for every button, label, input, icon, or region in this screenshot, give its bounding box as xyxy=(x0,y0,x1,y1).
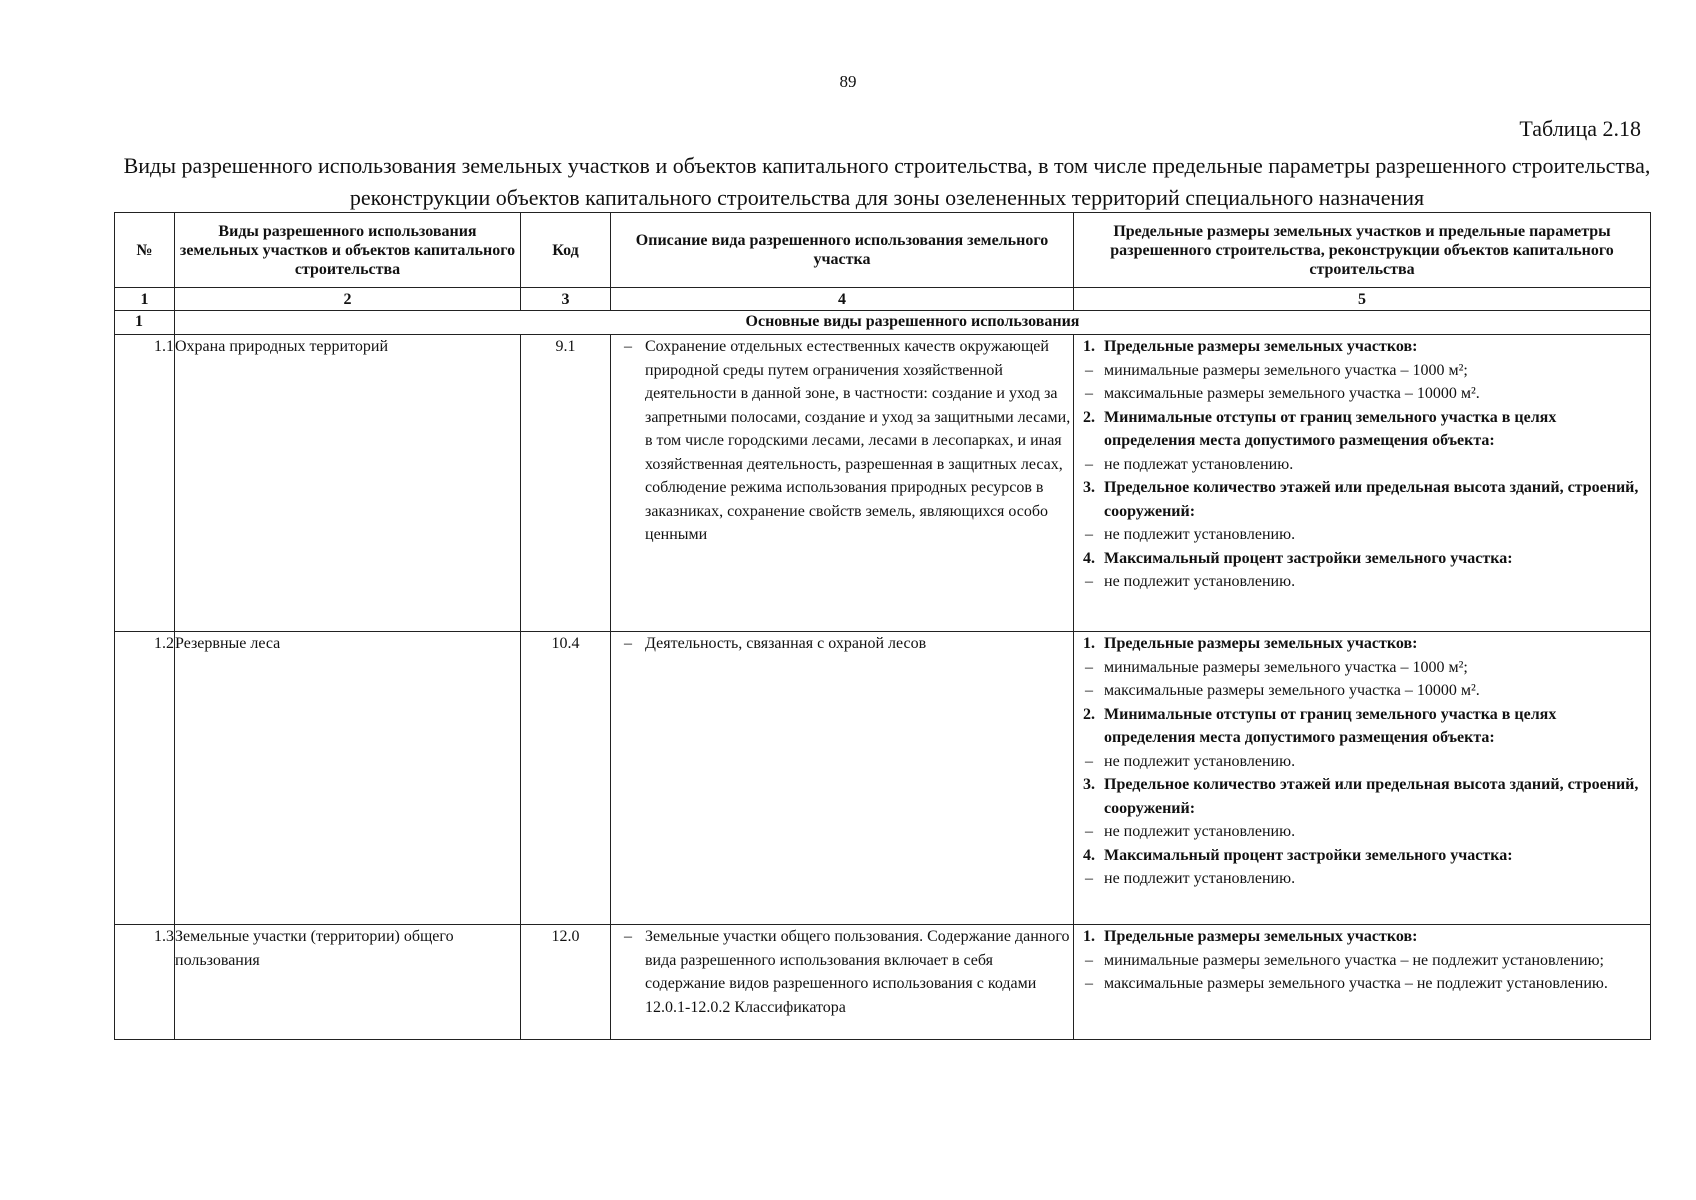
limit-number: 1. xyxy=(1083,635,1095,652)
dash-marker: – xyxy=(624,338,632,355)
row-limits xyxy=(1074,925,1651,1040)
limit-item: максимальные размеры земельного участка – 10000 м². xyxy=(1104,682,1480,699)
description-text: Земельные участки общего пользования. Содержание данного вида разрешенного использования включает в себя содержание видов разрешенного использования с кодами 12.0.1-12.0.2 Классификатора xyxy=(645,928,1070,1016)
dash-marker: – xyxy=(1085,455,1093,473)
dash-marker: – xyxy=(624,928,632,945)
section-row xyxy=(115,311,1651,335)
limit-number: 3. xyxy=(1083,479,1095,496)
dash-marker: – xyxy=(1085,870,1093,887)
column-number: 2 xyxy=(175,288,521,311)
row-limits xyxy=(1074,335,1651,632)
column-number: 5 xyxy=(1074,288,1651,311)
description-text: Сохранение отдельных естественных качеств окружающей природной среды путем ограничения хозяйственной деятельности в данной зоне, в частности: создание и уход за запретными полосами, создание и уход за защитными лесами, в том числе городскими лесами, лесами в лесопарках, и иная хозяйственная деятельность, разрешенная в защитных лесах, соблюдение режима использования природных ресурсов в заказниках, сохранение свойств земель, являющихся особо ценными xyxy=(645,338,1071,543)
limit-item: не подлежит установлению. xyxy=(1104,870,1296,887)
limit-number: 4. xyxy=(1083,846,1095,864)
dash-marker: – xyxy=(1085,682,1093,699)
row-num: 1.1 xyxy=(115,335,175,632)
row-name: Земельные участки (территории) общего пользования xyxy=(175,925,521,1040)
dash-marker: – xyxy=(1085,951,1093,969)
limit-item: максимальные размеры земельного участка – не подлежит установлению. xyxy=(1104,975,1608,992)
table-label: Таблица 2.18 xyxy=(1519,116,1641,141)
limit-item: не подлежат установлению. xyxy=(1104,455,1294,473)
dash-marker: – xyxy=(1085,975,1093,992)
limit-item: минимальные размеры земельного участка – 1000 м²; xyxy=(1104,361,1468,379)
limit-item: не подлежит установлению. xyxy=(1104,526,1296,543)
limit-heading: Минимальные отступы от границ земельного участка в целях определения места допустимого размещения объекта: xyxy=(1104,408,1557,449)
limit-heading: Минимальные отступы от границ земельного участка в целях определения места допустимого размещения объекта: xyxy=(1104,705,1557,746)
limit-number: 4. xyxy=(1083,549,1095,567)
dash-marker: – xyxy=(1085,658,1093,676)
limit-heading: Максимальный процент застройки земельного участка: xyxy=(1104,549,1513,567)
table-title: Виды разрешенного использования земельных участков и объектов капитального строительства, в том числе предельные параметры разрешенного строительства, реконструкции объектов капитального строительства для зоны озелененных территорий специального назначения xyxy=(123,153,1651,210)
limit-heading: Предельные размеры земельных участков: xyxy=(1104,928,1418,945)
dash-marker: – xyxy=(1085,573,1093,590)
limit-heading: Предельное количество этажей или предельная высота зданий, строений, сооружений: xyxy=(1104,479,1639,520)
limit-item: минимальные размеры земельного участка – 1000 м²; xyxy=(1104,658,1468,676)
row-name: Резервные леса xyxy=(175,632,521,925)
limit-heading: Максимальный процент застройки земельного участка: xyxy=(1104,846,1513,864)
dash-marker: – xyxy=(624,635,632,652)
header-kinds: Виды разрешенного использования земельных участков и объектов капитального строительства xyxy=(175,213,521,288)
limit-heading: Предельные размеры земельных участков: xyxy=(1104,338,1418,355)
table-header-row xyxy=(115,213,1651,288)
limit-item: минимальные размеры земельного участка – не подлежит установлению; xyxy=(1104,951,1604,969)
dash-marker: – xyxy=(1085,823,1093,840)
limit-heading: Предельные размеры земельных участков: xyxy=(1104,635,1418,652)
limit-item: не подлежит установлению. xyxy=(1104,752,1296,770)
header-description: Описание вида разрешенного использования земельного участка xyxy=(611,213,1074,288)
limit-number: 3. xyxy=(1083,776,1095,793)
row-description xyxy=(611,925,1074,1040)
regulations-table xyxy=(114,212,1651,1040)
row-limits xyxy=(1074,632,1651,925)
table-row xyxy=(115,335,1651,632)
row-code: 10.4 xyxy=(521,632,611,925)
row-description xyxy=(611,335,1074,632)
limit-item: не подлежит установлению. xyxy=(1104,823,1296,840)
column-numbers-row xyxy=(115,288,1651,311)
column-number: 1 xyxy=(115,288,175,311)
limit-item: не подлежит установлению. xyxy=(1104,573,1296,590)
header-limits: Предельные размеры земельных участков и предельные параметры разрешенного строительства, реконструкции объектов капитального строительства xyxy=(1074,213,1651,288)
table-row xyxy=(115,632,1651,925)
limit-number: 2. xyxy=(1083,705,1095,723)
header-num: № xyxy=(115,213,175,288)
description-text: Деятельность, связанная с охраной лесов xyxy=(645,635,927,652)
row-description xyxy=(611,632,1074,925)
dash-marker: – xyxy=(1085,526,1093,543)
row-num: 1.2 xyxy=(115,632,175,925)
row-code: 12.0 xyxy=(521,925,611,1040)
limit-item: максимальные размеры земельного участка – 10000 м². xyxy=(1104,385,1480,402)
row-code: 9.1 xyxy=(521,335,611,632)
section-num: 1 xyxy=(115,311,175,335)
dash-marker: – xyxy=(1085,385,1093,402)
limit-heading: Предельное количество этажей или предельная высота зданий, строений, сооружений: xyxy=(1104,776,1639,817)
table-row xyxy=(115,925,1651,1040)
limit-number: 1. xyxy=(1083,338,1095,355)
page-number: 89 xyxy=(839,72,857,91)
column-number: 4 xyxy=(611,288,1074,311)
limit-number: 2. xyxy=(1083,408,1095,426)
section-title: Основные виды разрешенного использования xyxy=(175,311,1651,335)
row-name: Охрана природных территорий xyxy=(175,335,521,632)
limit-number: 1. xyxy=(1083,928,1095,945)
dash-marker: – xyxy=(1085,752,1093,770)
column-number: 3 xyxy=(521,288,611,311)
dash-marker: – xyxy=(1085,361,1093,379)
row-num: 1.3 xyxy=(115,925,175,1040)
header-code: Код xyxy=(521,213,611,288)
